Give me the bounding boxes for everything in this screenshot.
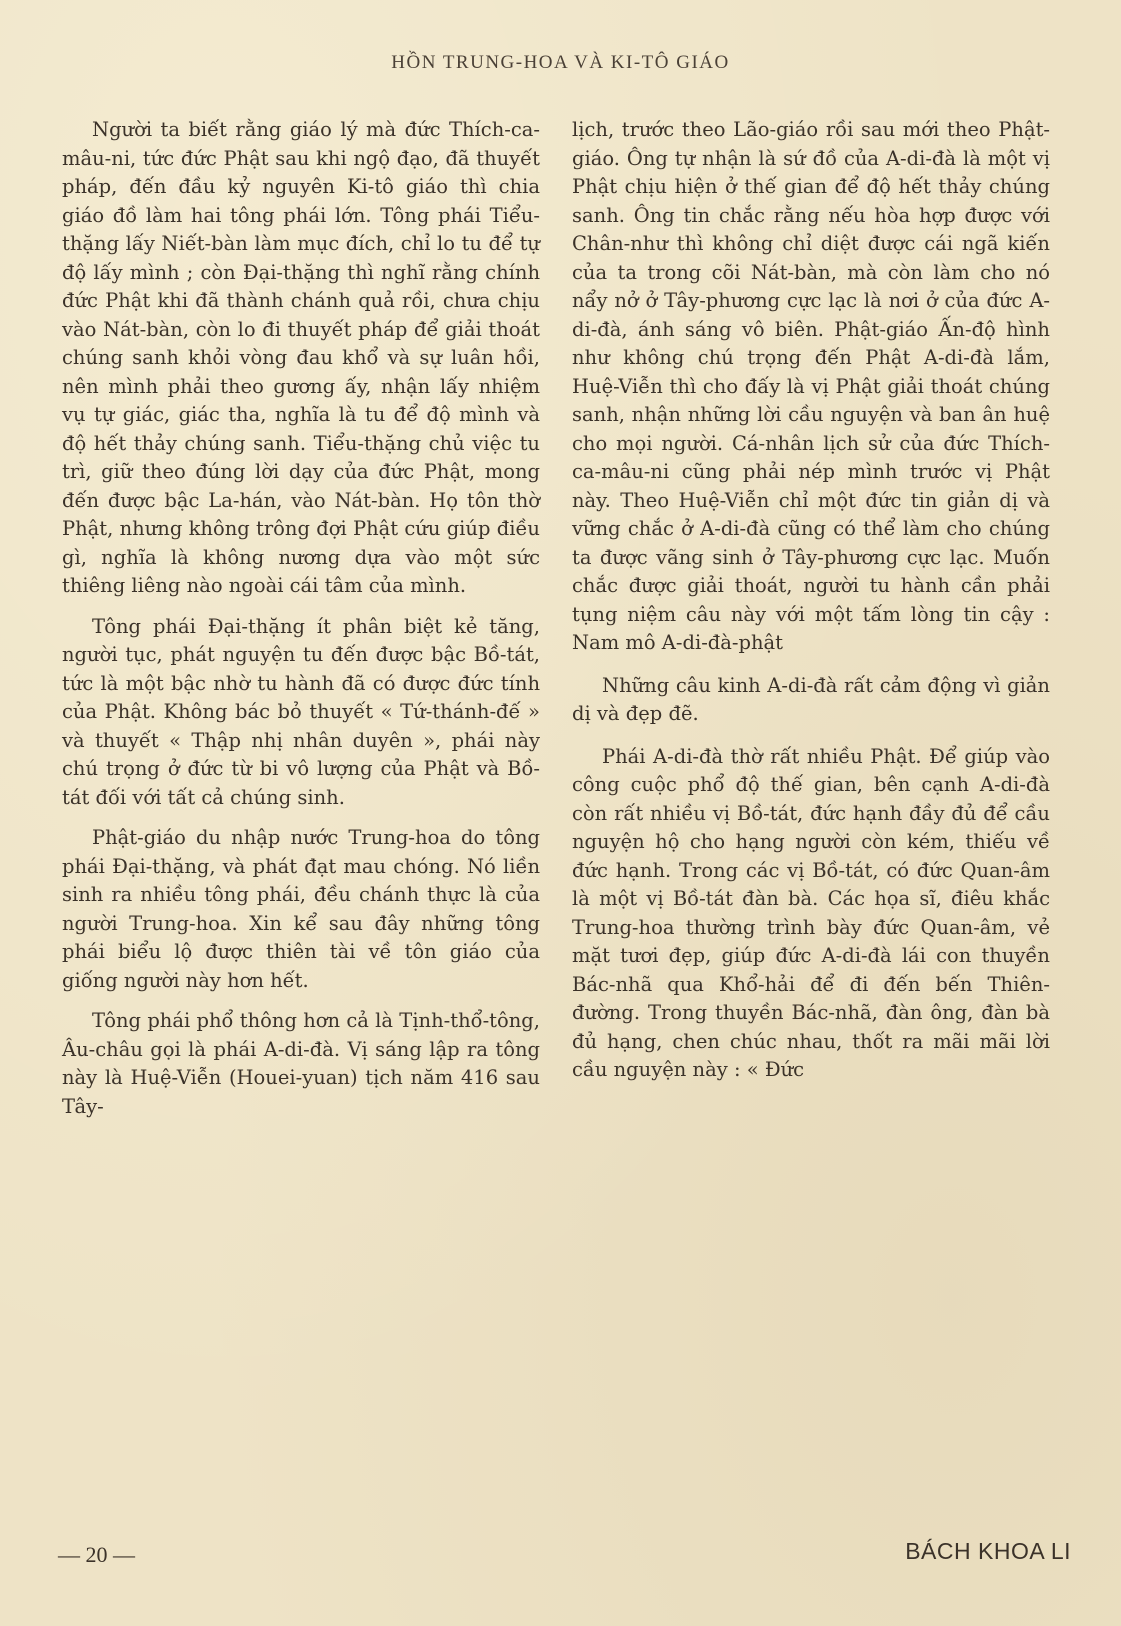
paragraph: Những câu kinh A-di-đà rất cảm động vì giản dị và đẹp đẽ. (572, 673, 1050, 725)
right-column (572, 116, 1050, 1085)
paragraph: Người ta biết rằng giáo lý mà đức Thích-ca-mâu-ni, tức đức Phật sau khi ngộ đạo, đã thuyết pháp, đến đầu kỷ nguyên Ki-tô giáo thì chia giáo đồ làm hai tông phái lớn. Tông phái Tiểu-thặng lấy Niết-bàn làm mục đích, chỉ lo tu để tự độ lấy mình ; còn Đại-thặng thì nghĩ rằng chính đức Phật khi đã thành chánh quả rồi, chưa chịu vào Nát-bàn, còn lo đi thuyết pháp để giải thoát chúng sanh khỏi vòng đau khổ và sự luân hồi, nên mình phải theo gương ấy, nhận lấy nhiệm vụ tự giác, giác tha, nghĩa là tu để độ mình và độ hết thảy chúng sanh. Tiểu-thặng chủ việc tu trì, giữ theo đúng lời dạy của đức Phật, mong đến được bậc La-hán, vào Nát-bàn. Họ tôn thờ Phật, nhưng không trông đợi Phật cứu giúp điều gì, nghĩa là không nương dựa vào một sức thiêng liêng nào ngoài cái tâm của mình. (62, 118, 540, 597)
paragraph: Phái A-di-đà thờ rất nhiều Phật. Để giúp vào công cuộc phổ độ thế gian, bên cạnh A-di-đà còn rất nhiều vị Bồ-tát, đức hạnh đầy đủ để cầu nguyện hộ cho hạng người còn kém, thiếu về đức hạnh. Trong các vị Bồ-tát, có đức Quan-âm là một vị Bồ-tát đàn bà. Các họa sĩ, điêu khắc Trung-hoa thường trình bày đức Quan-âm, vẻ mặt tươi đẹp, giúp đức A-di-đà lái con thuyền Bác-nhã qua Khổ-hải để đi đến bến Thiên-đường. Trong thuyền Bác-nhã, đàn ông, đàn bà đủ hạng, chen chúc nhau, thốt ra mãi mãi lời cầu nguyện này : « Đức (572, 744, 1050, 1081)
page-number: — 20 — (58, 1542, 135, 1567)
left-column (62, 116, 540, 1121)
paragraph: Tông phái Đại-thặng ít phân biệt kẻ tăng, người tục, phát nguyện tu đến được bậc Bồ-tát, tức là một bậc nhờ tu hành đã có được đức tính của Phật. Không bác bỏ thuyết « Tứ-thánh-đế » và thuyết « Thập nhị nhân duyên », phái này chú trọng ở đức từ bi vô lượng của Phật và Bồ-tát đối với tất cả chúng sinh. (62, 614, 540, 809)
running-header: HỒN TRUNG-HOA VÀ KI-TÔ GIÁO (391, 52, 730, 73)
paragraph: lịch, trước theo Lão-giáo rồi sau mới theo Phật-giáo. Ông tự nhận là sứ đồ của A-di-đà là một vị Phật chịu hiện ở thế gian để độ hết thảy chúng sanh. Ông tin chắc rằng nếu hòa hợp được với Chân-như thì không chỉ diệt được cái ngã kiến của ta trong cõi Nát-bàn, mà còn làm cho nó nẩy nở ở Tây-phương cực lạc là nơi ở của đức A-di-đà, ánh sáng vô biên. Phật-giáo Ấn-độ hình như không chú trọng đến Phật A-di-đà lắm, Huệ-Viễn thì cho đấy là vị Phật giải thoát chúng sanh, nhận những lời cầu nguyện và ban ân huệ cho mọi người. Cá-nhân lịch sử của đức Thích-ca-mâu-ni cũng phải nép mình trước vị Phật này. Theo Huệ-Viễn chỉ một đức tin giản dị và vững chắc ở A-di-đà cũng có thể làm cho chúng ta được vãng sinh ở Tây-phương cực lạc. Muốn chắc được giải thoát, người tu hành cần phải tụng niệm câu này với một tấm lòng tin cậy : Nam mô A-di-đà-phật (572, 118, 1050, 654)
paragraph: Tông phái phổ thông hơn cả là Tịnh-thổ-tông, Âu-châu gọi là phái A-di-đà. Vị sáng lập ra tông này là Huệ-Viễn (Houei-yuan) tịch năm 416 sau Tây- (62, 1009, 540, 1118)
magazine-title: BÁCH KHOA LI (905, 1538, 1071, 1564)
paragraph: Phật-giáo du nhập nước Trung-hoa do tông phái Đại-thặng, và phát đạt mau chóng. Nó liền sinh ra nhiều tông phái, đều chánh thực là của người Trung-hoa. Xin kể sau đây những tông phái biểu lộ được thiên tài về tôn giáo của giống người này hơn hết. (62, 826, 540, 992)
